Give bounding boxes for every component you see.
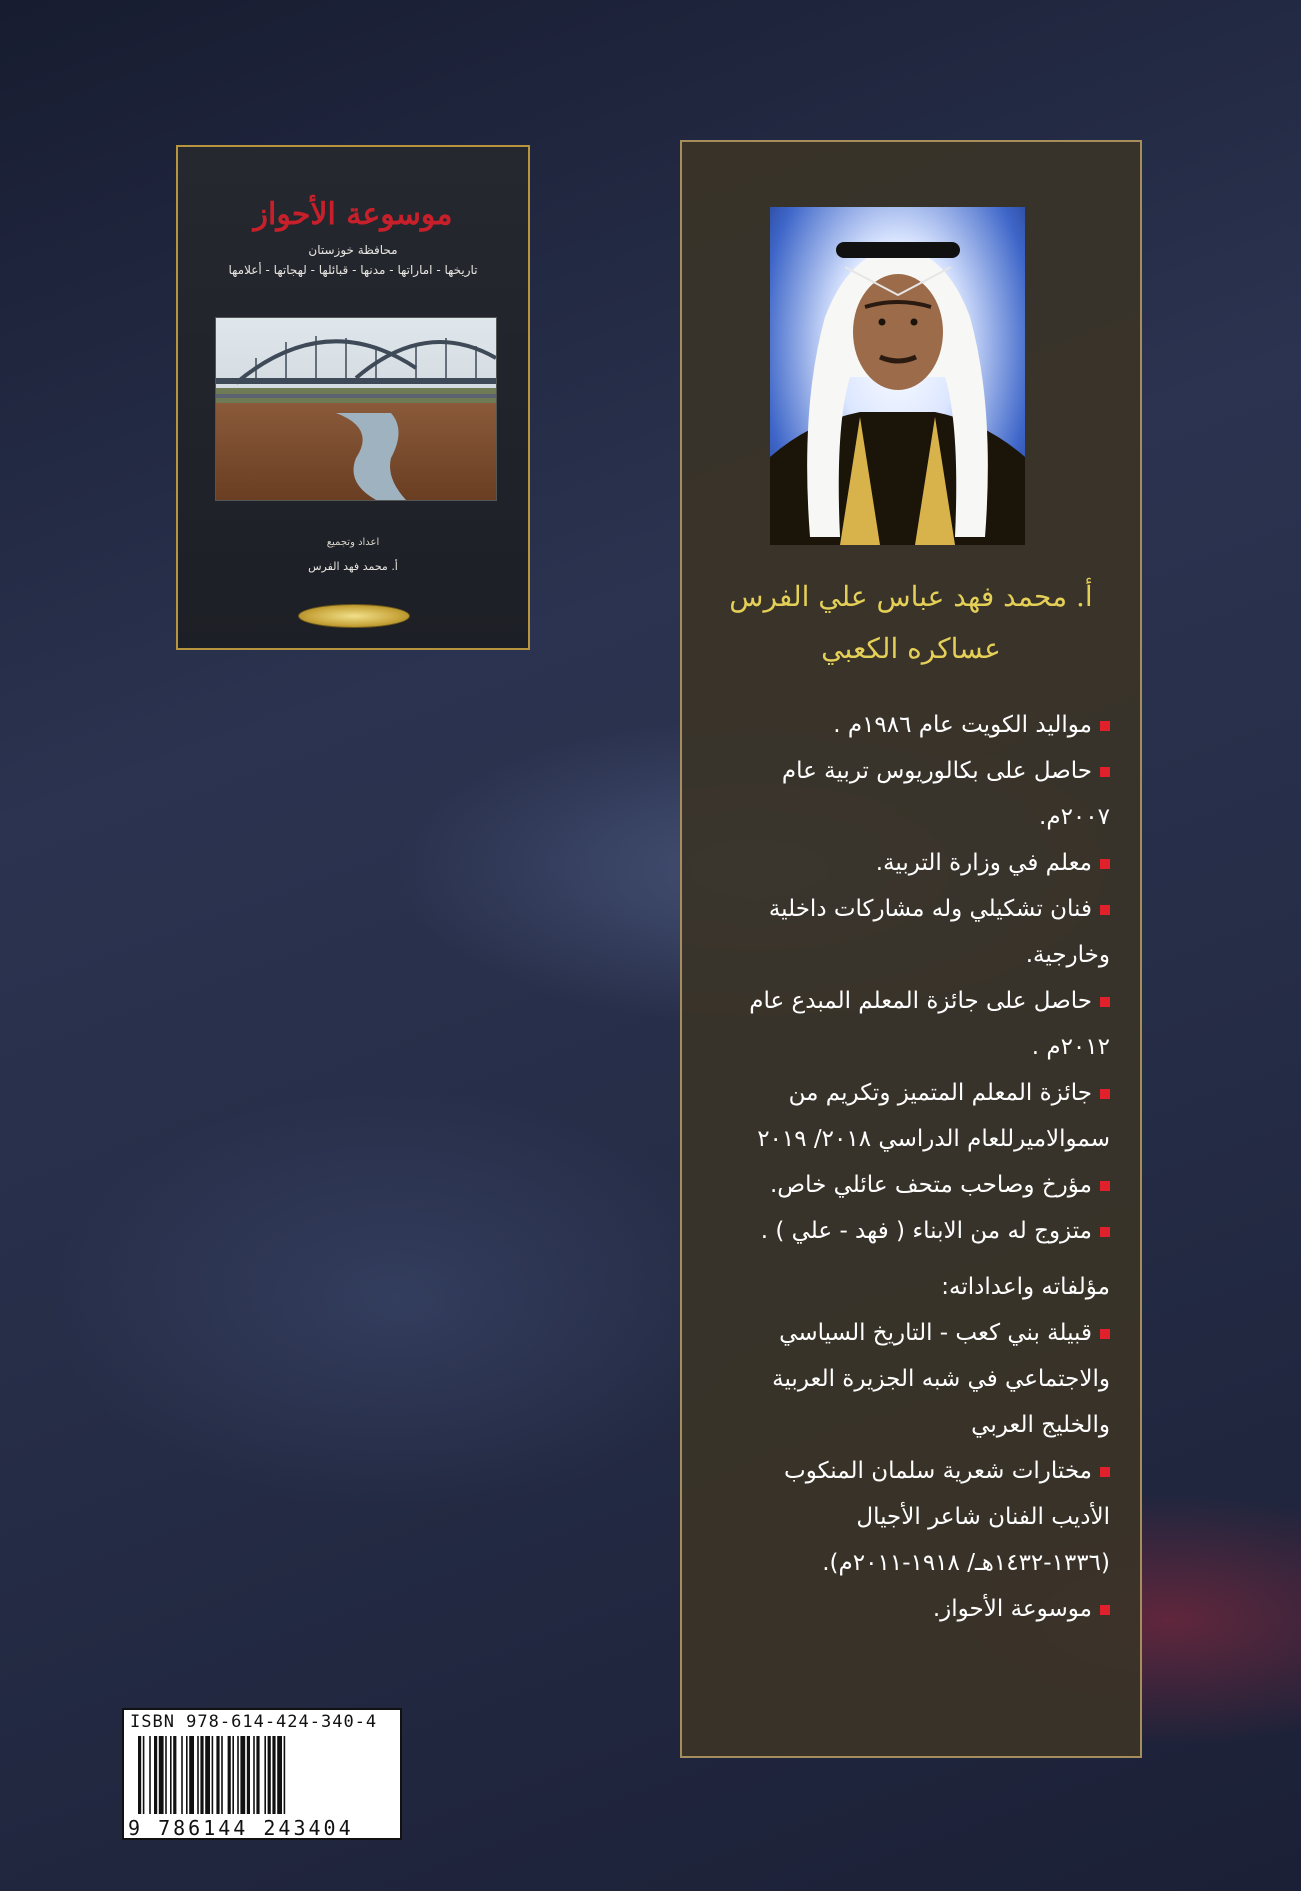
bio-item — [722, 702, 1110, 748]
bio-item — [722, 1070, 1110, 1162]
barcode-bar — [170, 1736, 172, 1814]
bullet-icon — [1100, 859, 1110, 869]
bio-item-text: مواليد الكويت عام ١٩٨٦م . — [833, 712, 1092, 738]
barcode-bar — [212, 1736, 214, 1814]
barcode-bar — [272, 1736, 275, 1814]
barcode-bar — [232, 1736, 234, 1814]
bio-list — [722, 702, 1110, 1632]
barcode-bar — [221, 1736, 223, 1814]
works-item-text: قبيلة بني كعب - التاريخ السياسي والاجتماعي في شبه الجزيرة العربية والخليج العربي — [772, 1320, 1110, 1438]
isbn-barcode — [122, 1708, 402, 1840]
isbn-label: ISBN 978-614-424-340-4 — [130, 1712, 378, 1732]
bullet-icon — [1100, 1605, 1110, 1615]
barcode-bar — [268, 1736, 271, 1814]
cover-subtitle-topics: تاريخها - اماراتها - مدنها - قبائلها - لهجاتها - أعلامها — [228, 263, 478, 277]
bio-item — [722, 978, 1110, 1070]
barcode-bar — [228, 1736, 231, 1814]
works-item — [722, 1586, 1110, 1632]
barcode-bar — [197, 1736, 199, 1814]
barcode-bar — [237, 1736, 239, 1814]
works-item — [722, 1310, 1110, 1448]
barcode-bars — [138, 1736, 392, 1814]
barcode-bar — [173, 1736, 176, 1814]
bridge-photo — [215, 317, 497, 501]
bullet-icon — [1100, 1467, 1110, 1477]
bullet-icon — [1100, 767, 1110, 777]
author-name-lineage: عساكره الكعبي — [821, 632, 1001, 665]
bullet-icon — [1100, 997, 1110, 1007]
barcode-bar — [277, 1736, 282, 1814]
bridge-photo-image — [216, 318, 496, 500]
author-portrait — [770, 207, 1025, 545]
bio-item-text: فنان تشكيلي وله مشاركات داخلية وخارجية. — [768, 896, 1110, 968]
barcode-bar — [264, 1736, 266, 1814]
barcode-bar — [138, 1736, 141, 1814]
book-cover-thumbnail — [176, 145, 530, 650]
bio-item-text: مؤرخ وصاحب متحف عائلي خاص. — [769, 1172, 1092, 1198]
barcode-bar — [159, 1736, 164, 1814]
barcode-bar — [256, 1736, 259, 1814]
barcode-bar — [247, 1736, 250, 1814]
bio-item-text: حاصل على بكالوريوس تربية عام ٢٠٠٧م. — [781, 758, 1110, 830]
barcode-bar — [284, 1736, 286, 1814]
barcode-bar — [205, 1736, 210, 1814]
cover-title: موسوعة الأحواز — [253, 197, 453, 232]
barcode-bar — [181, 1736, 183, 1814]
author-name: أ. محمد فهد عباس علي الفرس — [729, 580, 1093, 613]
bio-item-text: معلم في وزارة التربية. — [875, 850, 1092, 876]
bio-item-text: حاصل على جائزة المعلم المبدع عام ٢٠١٢م . — [749, 988, 1110, 1060]
works-heading: مؤلفاته واعداداته: — [941, 1274, 1110, 1300]
bullet-icon — [1100, 1329, 1110, 1339]
barcode-bar — [200, 1736, 203, 1814]
bio-item — [722, 1162, 1110, 1208]
bullet-icon — [1100, 1089, 1110, 1099]
barcode-bar — [253, 1736, 255, 1814]
bio-item-text: جائزة المعلم المتميز وتكريم من سموالاميرللعام الدراسي ٢٠١٨/ ٢٠١٩ — [757, 1080, 1110, 1152]
barcode-bar — [165, 1736, 167, 1814]
bullet-icon — [1100, 721, 1110, 731]
bio-item — [722, 1208, 1110, 1254]
barcode-bar — [154, 1736, 157, 1814]
works-item-text: موسوعة الأحواز. — [932, 1596, 1092, 1622]
works-item — [722, 1448, 1110, 1586]
barcode-bar — [216, 1736, 219, 1814]
bio-item — [722, 886, 1110, 978]
barcode-number: 9 786144 243404 — [128, 1816, 354, 1840]
cover-subtitle: محافظة خوزستان — [308, 243, 398, 257]
author-photo-image — [770, 207, 1025, 545]
bullet-icon — [1100, 905, 1110, 915]
cover-author: أ. محمد فهد الفرس — [308, 560, 398, 573]
bio-item — [722, 748, 1110, 840]
publisher-logo — [298, 604, 410, 628]
barcode-bar — [189, 1736, 194, 1814]
works-item-text: مختارات شعرية سلمان المنكوب الأديب الفنان شاعر الأجيال (١٣٣٦-١٤٣٢هـ/ ١٩١٨-٢٠١١م). — [784, 1458, 1110, 1576]
bullet-icon — [1100, 1181, 1110, 1191]
barcode-bar — [149, 1736, 151, 1814]
barcode-bar — [143, 1736, 145, 1814]
cover-prepared-by: اعداد وتجميع — [326, 537, 380, 548]
barcode-bar — [186, 1736, 188, 1814]
author-bio-panel — [680, 140, 1142, 1758]
bullet-icon — [1100, 1227, 1110, 1237]
bio-item — [722, 840, 1110, 886]
barcode-bar — [240, 1736, 245, 1814]
bio-item-text: متزوج له من الابناء ( فهد - علي ) . — [760, 1218, 1092, 1244]
